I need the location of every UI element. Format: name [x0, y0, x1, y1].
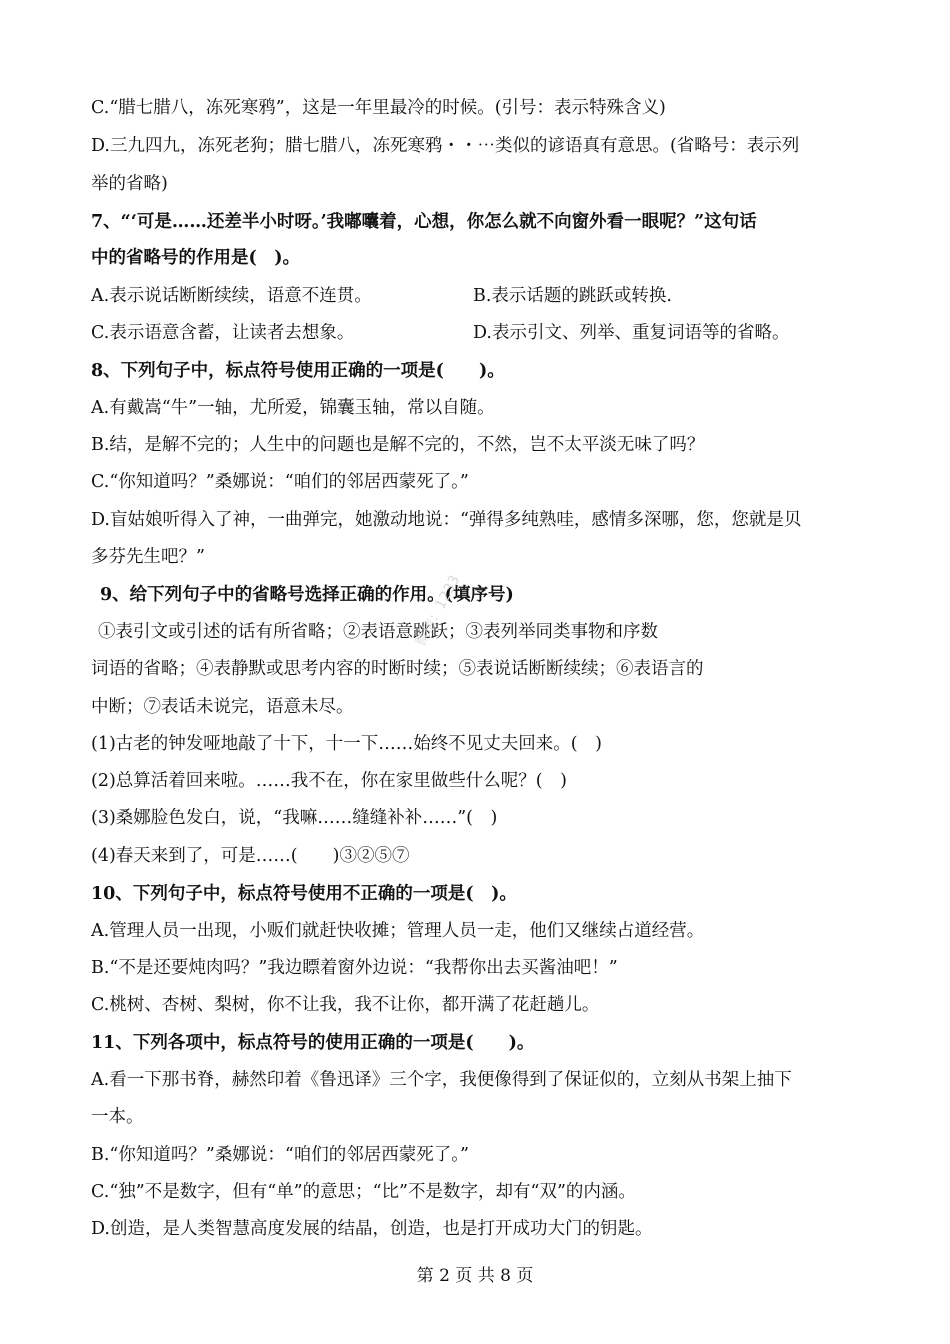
question-11-stem: 11、下列各项中，标点符号的使用正确的一项是( )。 — [91, 1033, 535, 1053]
question-9-item-2: (2)总算活着回来啦。……我不在，你在家里做些什么呢？( ) — [91, 771, 567, 791]
question-8-option-b: B.结，是解不完的；人生中的问题也是解不完的，不然，岂不太平淡无味了吗？ — [91, 435, 705, 455]
question-9-stem: 9、给下列句子中的省略号选择正确的作用。(填序号) — [100, 585, 514, 605]
question-8-option-d: D.盲姑娘听得入了神，一曲弹完，她激动地说：“弹得多纯熟哇，感情多深哪，您，您就是贝 — [91, 510, 802, 530]
question-11-option-d: D.创造，是人类智慧高度发展的结晶，创造，也是打开成功大门的钥匙。 — [91, 1219, 653, 1239]
option-d-line: D.三九四九，冻死老狗；腊七腊八，冻死寒鸦・・⋯类似的谚语真有意思。(省略号：表示列 — [91, 136, 800, 156]
question-11-option-b: B.“你知道吗？”桑娜说：“咱们的邻居西蒙死了。” — [91, 1145, 469, 1165]
question-10-option-b: B.“不是还要炖肉吗？”我边瞟着窗外边说：“我帮你出去买酱油吧！” — [91, 958, 618, 978]
question-10-option-c: C.桃树、杏树、梨树，你不让我，我不让你，都开满了花赶趟儿。 — [91, 995, 600, 1015]
question-10-stem: 10、下列句子中，标点符号使用不正确的一项是( )。 — [91, 884, 517, 904]
option-c: C.表示语意含蓄，让读者去想象。 — [91, 323, 355, 343]
page-footer: 第 2 页 共 8 页 — [416, 1266, 534, 1286]
question-9-item-1: (1)古老的钟发哑地敲了十下，十一下……始终不见丈夫回来。( ) — [91, 734, 602, 754]
question-8-option-a: A.有戴嵩“牛”一轴，尤所爱，锦囊玉轴，常以自随。 — [91, 398, 495, 418]
question-7-options-row-1 — [91, 284, 866, 308]
question-9-legend-1: ①表引文或引述的话有所省略；②表语意跳跃；③表列举同类事物和序数 — [98, 622, 658, 642]
question-7-line-1: 7、“‘可是……还差半小时呀。’我嘟囔着，心想，你怎么就不向窗外看一眼呢？”这句话 — [91, 212, 757, 232]
option-d-continuation: 举的省略) — [91, 174, 168, 194]
question-9-item-3: (3)桑娜脸色发白，说，“我嘛……缝缝补补……”( ) — [91, 808, 498, 828]
watermark: 微信：1233 — [412, 572, 464, 649]
question-7-options-row-2 — [91, 321, 866, 345]
question-10-option-a: A.管理人员一出现，小贩们就赶快收摊；管理人员一走，他们又继续占道经营。 — [91, 921, 705, 941]
question-9-legend-3: 中断；⑦表话未说完，语意未尽。 — [91, 697, 354, 717]
option-a: A.表示说话断断续续，语意不连贯。 — [91, 286, 372, 306]
option-c-line: C.“腊七腊八，冻死寒鸦”，这是一年里最冷的时候。(引号：表示特殊含义) — [91, 98, 666, 118]
question-9-item-4: (4)春天来到了，可是……( )③②⑤⑦ — [91, 846, 410, 866]
question-8-option-d-cont: 多芬先生吧？” — [91, 547, 205, 567]
question-11-option-a-cont: 一本。 — [91, 1107, 144, 1127]
option-b: B.表示话题的跳跃或转换. — [473, 286, 672, 306]
question-9-legend-2: 词语的省略；④表静默或思考内容的时断时续；⑤表说话断断续续；⑥表语言的 — [91, 659, 704, 679]
question-7-line-2: 中的省略号的作用是( )。 — [91, 248, 301, 268]
question-11-option-c: C.“独”不是数字，但有“单”的意思；“比”不是数字，却有“双”的内涵。 — [91, 1182, 636, 1202]
question-11-option-a: A.看一下那书脊，赫然印着《鲁迅译》三个字，我便像得到了保证似的，立刻从书架上抽下 — [91, 1070, 792, 1090]
question-8-stem: 8、下列句子中，标点符号使用正确的一项是( )。 — [91, 361, 505, 381]
option-d: D.表示引文、列举、重复词语等的省略。 — [473, 323, 790, 343]
question-8-option-c: C.“你知道吗？”桑娜说：“咱们的邻居西蒙死了。” — [91, 472, 469, 492]
